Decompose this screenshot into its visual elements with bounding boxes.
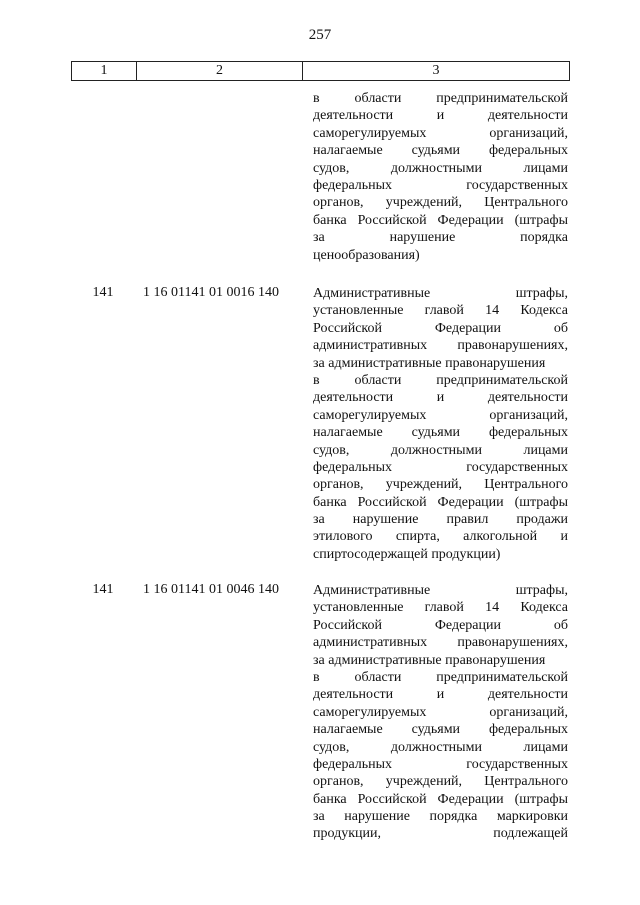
- text-line: ценообразования): [313, 247, 420, 263]
- text-line: установленные главой 14 Кодекса: [313, 600, 568, 616]
- text-line: за административные правонарушения: [313, 355, 546, 371]
- text-line: Административные штрафы,: [313, 583, 568, 598]
- text-line: в области предпринимательской: [313, 669, 568, 685]
- page-number: 257: [308, 27, 332, 43]
- text-line: Российской Федерации об: [313, 617, 568, 633]
- budget-code: 1 16 01141 01 0016 140: [143, 285, 279, 300]
- text-line: в области предпринимательской: [313, 372, 568, 388]
- text-line: установленные главой 14 Кодекса: [313, 303, 568, 319]
- header-col-3: 3: [432, 63, 440, 78]
- text-line: за нарушение правил продажи: [313, 512, 568, 528]
- text-line: саморегулируемых организаций,: [313, 704, 568, 720]
- text-line: Административные штрафы,: [313, 286, 568, 301]
- text-line: налагаемые судьями федеральных: [313, 143, 568, 159]
- text-line: продукции, подлежащей: [313, 826, 568, 842]
- continuation-description: [313, 90, 568, 264]
- text-line: спиртосодержащей продукции): [313, 546, 501, 562]
- text-line: Российской Федерации об: [313, 320, 568, 336]
- row-description: [313, 582, 568, 843]
- budget-code: 1 16 01141 01 0046 140: [143, 582, 279, 597]
- text-line: деятельности и деятельности: [313, 108, 568, 124]
- text-line: органов, учреждений, Центрального: [313, 195, 568, 211]
- row-number: 141: [92, 582, 114, 597]
- text-line: судов, должностными лицами: [313, 739, 568, 755]
- text-line: деятельности и деятельности: [313, 390, 568, 406]
- text-line: саморегулируемых организаций,: [313, 407, 568, 423]
- text-line: федеральных государственных: [313, 459, 568, 475]
- text-line: деятельности и деятельности: [313, 687, 568, 703]
- text-line: за нарушение порядка: [313, 230, 568, 246]
- text-line: банка Российской Федерации (штрафы: [313, 494, 568, 510]
- header-col-2: 2: [137, 62, 303, 80]
- text-line: административных правонарушениях,: [313, 635, 568, 651]
- text-line: саморегулируемых организаций,: [313, 125, 568, 141]
- text-line: федеральных государственных: [313, 756, 568, 772]
- text-line: налагаемые судьями федеральных: [313, 722, 568, 738]
- header-col-1: 1: [72, 62, 137, 80]
- text-line: банка Российской Федерации (штрафы: [313, 791, 568, 807]
- text-line: судов, должностными лицами: [313, 160, 568, 176]
- text-line: банка Российской Федерации (штрафы: [313, 212, 568, 228]
- table-header: [71, 61, 570, 81]
- text-line: судов, должностными лицами: [313, 442, 568, 458]
- text-line: органов, учреждений, Центрального: [313, 774, 568, 790]
- text-line: за нарушение порядка маркировки: [313, 809, 568, 825]
- text-line: этилового спирта, алкогольной и: [313, 529, 568, 545]
- text-line: федеральных государственных: [313, 177, 568, 193]
- text-line: административных правонарушениях,: [313, 338, 568, 354]
- text-line: в области предпринимательской: [313, 91, 568, 106]
- text-line: налагаемые судьями федеральных: [313, 425, 568, 441]
- text-line: за административные правонарушения: [313, 652, 546, 668]
- row-number: 141: [92, 285, 114, 300]
- text-line: органов, учреждений, Центрального: [313, 477, 568, 493]
- row-description: [313, 285, 568, 563]
